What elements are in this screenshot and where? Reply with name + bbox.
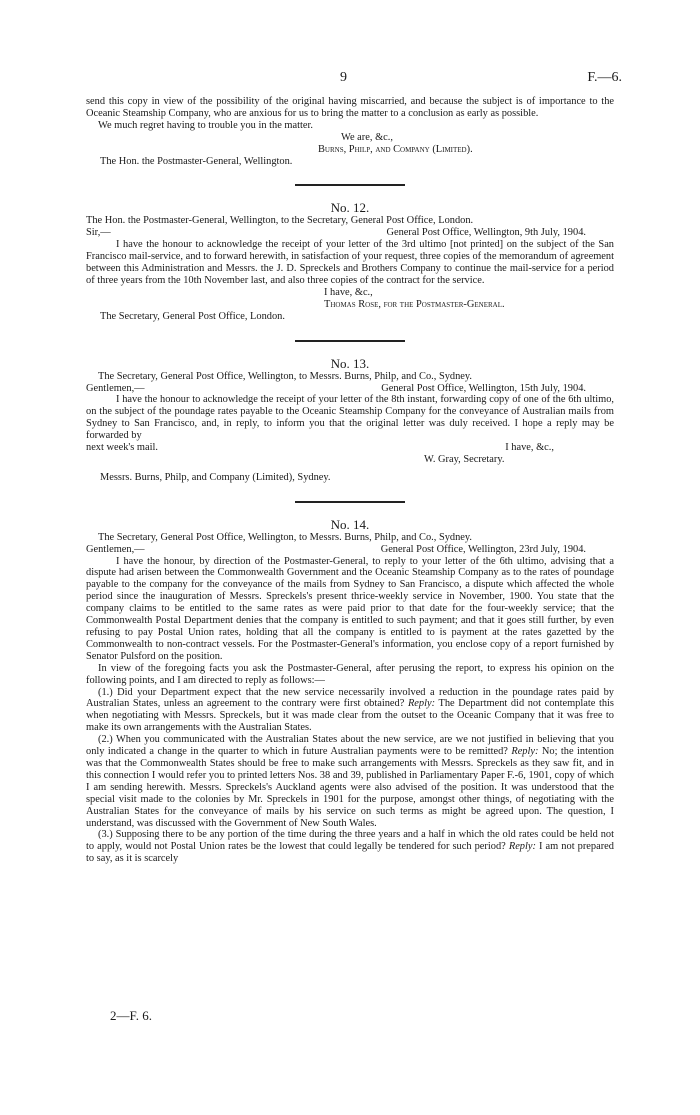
letter-no-13 — [86, 356, 614, 484]
section-divider — [295, 501, 405, 503]
letter-route: The Secretary, General Post Office, Wellington, to Messrs. Burns, Philp, and Co., Sydney. — [98, 370, 473, 382]
closing: I have, &c., — [324, 286, 373, 298]
section-divider — [295, 340, 405, 342]
addressee: Messrs. Burns, Philp, and Company (Limited), Sydney. — [100, 471, 331, 483]
letter-body: I have the honour to acknowledge the receipt of your letter of the 3rd ultimo [not printed] on the subject of the San Francisco mail-service, and to forward herewith, in satisfaction of your request, three copies of the memorandum of agreement between this Administration and Messrs. the J. D. Spreckels and Brothers Company to continue the mail-service for a period of three years from the 10th November last, and also three copies of the contract for the service. — [86, 239, 614, 286]
salutation-row — [86, 383, 614, 395]
last-line: next week's mail. — [86, 442, 158, 454]
letter-heading: No. 12. — [330, 200, 370, 216]
letter-no-14 — [86, 517, 614, 865]
answer-text: No; the intention was that the Commonwealth States should be free to make such arrangements with Messrs. Spreckels as they saw fit, and in this connection I would refer you to printed letters Nos. 38 and 39, published in Parliamentary Paper F.-6, 1901, copy of which I am sending herewith. Messrs. Spreckels's Auckland agents were also advised of the position. It was understood that the special visit made to the colonies by Mr. Spreckels in 1901 for the purpose, amongst other things, of negotiating with the Australian States for the conveyance of mails by his service on such terms as might be agreed upon. The question, I understand, was discussed with the Government of New South Wales. — [86, 746, 614, 829]
reply-label: Reply: — [508, 841, 536, 853]
salutation: Gentlemen,— — [86, 382, 145, 394]
reply-label: Reply: — [407, 698, 436, 710]
addressee: The Secretary, General Post Office, London. — [100, 310, 285, 322]
letter-body: I have the honour, by direction of the Postmaster-General, to reply to your letter of the 6th ultimo, advising that a dispute had arisen between the Commonwealth Government and the Oceanic Steamship Company as to the rates of poundage payable to the company for the conveyance of the mails from Sydney to San Francisco, a dispute which affected the whole period since the inauguration of Messrs. Spreckels's present thrice-weekly service in November, 1900. You state that the company claims to be entitled to the same rates as were paid prior to that date for the four-weekly service; that the Commonwealth Postal Department denies that the company is entitled to such payment; and that it goes still further, by even refusing to pay Postal Union rates, holding that all the company is entitled to is payment at the rates gazetted by the Commonwealth to non-contract vessels. For the Postmaster-General's information, you enclose copy of a report furnished by Senator Pulsford on the position. — [86, 555, 614, 662]
answer-text: I am not prepared to say, as it is scarcely — [86, 841, 614, 865]
last-line-row — [86, 442, 614, 454]
question-2 — [86, 734, 614, 829]
question-text: (1.) Did your Department expect that the new service necessarily involved a reduction in the poundage rates paid by Australian States, unless an agreement to the contrary were first obtained? — [86, 686, 614, 710]
letter-route: The Secretary, General Post Office, Wellington, to Messrs. Burns, Philp, and Co., Sydney. — [98, 531, 473, 543]
signature: Thomas Rose, for the Postmaster-General. — [324, 298, 505, 310]
letter-body: In view of the foregoing facts you ask the Postmaster-General, after perusing the report, to express his opinion on the following points, and I am directed to reply as follows:— — [86, 662, 614, 686]
answer-text: The Department did not contemplate this when negotiating with Messrs. Spreckels, but it was made clear from the outset to the Oceanic Company that it was free to make its own arrangements with the Australian States. — [86, 698, 614, 734]
letter-continuation — [86, 96, 614, 167]
closing: I have, &c., — [505, 442, 554, 454]
letter-body: I have the honour to acknowledge the receipt of your letter of the 8th instant, forwarding copy of one of the 6th ultimo, on the subject of the poundage rates payable to the Oceanic Steamship Company for the conveyance of Australian mails from Sydney to San Francisco, and, in reply, to inform you that the original letter was duly received. I hope a reply may be forwarded by — [86, 394, 614, 442]
letter-no-12 — [86, 200, 614, 322]
continuation-paragraph: send this copy in view of the possibility of the original having miscarried, and because the subject is of importance to the Oceanic Steamship Company, who are anxious for us to bring the matter to a conclusion as early as possible. — [86, 96, 614, 119]
section-divider — [295, 184, 405, 186]
letter-route: The Hon. the Postmaster-General, Wellington, to the Secretary, General Post Office, London. — [86, 215, 474, 227]
running-header — [0, 70, 700, 86]
question-text: (3.) Supposing there to be any portion of the time during the three years and a half in which the old rates could be held not to apply, would not Postal Union rates be the lowest that could legally be tendered for such period? — [86, 829, 614, 853]
dateline: General Post Office, Wellington, 9th July, 1904. — [386, 227, 586, 239]
question-1 — [86, 687, 614, 735]
question-text: (2.) When you communicated with the Australian States about the new service, are we not justified in believing that you only indicated a change in the quarter to which in future Australian payments were to be remitted? — [86, 734, 614, 758]
document-body — [86, 96, 614, 865]
paper-reference: F.—6. — [587, 70, 622, 85]
salutation: Sir,— — [86, 227, 111, 239]
signature: Burns, Philp, and Company (Limited). — [318, 143, 473, 155]
signature: W. Gray, Secretary. — [424, 453, 505, 465]
regret-line: We much regret having to trouble you in the matter. — [98, 119, 313, 131]
page-footer: 2—F. 6. — [110, 1008, 152, 1023]
salutation-row — [86, 227, 614, 239]
letter-heading: No. 14. — [330, 516, 370, 532]
salutation-row — [86, 544, 614, 556]
salutation: Gentlemen,— — [86, 543, 145, 555]
addressee: The Hon. the Postmaster-General, Wellington. — [100, 155, 293, 167]
reply-label: Reply: — [511, 746, 539, 758]
question-3 — [86, 829, 614, 865]
dateline: General Post Office, Wellington, 15th July, 1904. — [381, 382, 586, 394]
dateline: General Post Office, Wellington, 23rd July, 1904. — [380, 543, 586, 555]
closing: We are, &c., — [341, 131, 393, 143]
page-number: 9 — [340, 70, 347, 85]
letter-heading: No. 13. — [330, 355, 370, 371]
